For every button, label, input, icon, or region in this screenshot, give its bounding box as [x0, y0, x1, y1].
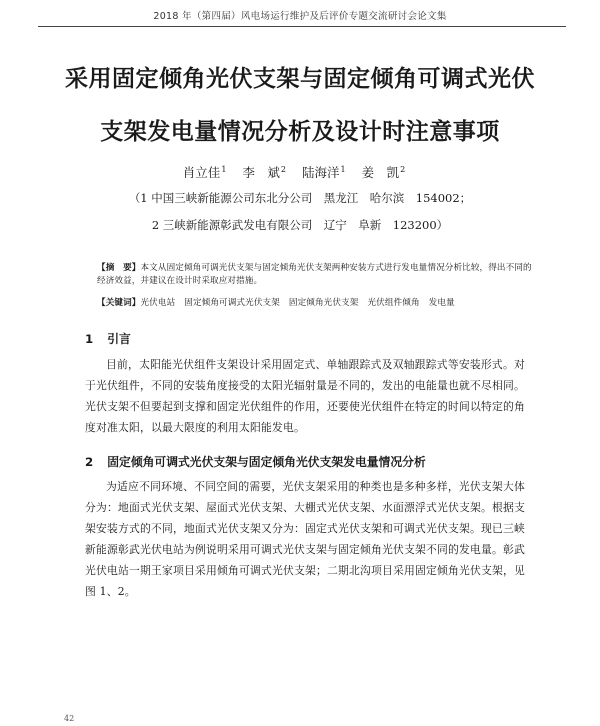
section-title: 固定倾角可调式光伏支架与固定倾角光伏支架发电量情况分析 — [107, 455, 426, 469]
keyword: 光伏电站 — [140, 298, 176, 308]
keywords-label: 【关键词】 — [97, 298, 141, 308]
paper-title-line-1: 采用固定倾角光伏支架与固定倾角可调式光伏 — [65, 66, 535, 92]
section-heading-2 — [85, 453, 426, 470]
author-affiliation-mark: 2 — [280, 164, 286, 174]
keyword: 固定倾角光伏支架 — [288, 298, 359, 308]
author-list — [0, 163, 600, 181]
keyword: 光伏组件倾角 — [367, 298, 420, 308]
author-name: 陆海洋 — [301, 165, 340, 180]
author-name: 姜 凯 — [361, 165, 400, 180]
keyword: 发电量 — [428, 298, 455, 308]
section-2-paragraph: 为适应不同环境、不同空间的需要，光伏支架采用的种类也是多种多样，光伏支架大体分为：地面式光伏支架、屋面式光伏支架、大棚式光伏支架、水面漂浮式光伏支架。根据支架安装方式的不同，地面式光伏支架又分为：固定式光伏支架和可调式光伏支架。现已三峡新能源彰武光伏电站为例说明采用可调式光伏支架与固定倾角光伏支架不同的发电量。彰武光伏电站一期王家项目采用倾角可调式光伏支架；二期北沟项目采用固定倾角光伏支架，见图 1、2。 — [85, 480, 525, 598]
keywords — [97, 297, 537, 310]
abstract — [97, 262, 537, 288]
page-number: 42 — [64, 714, 75, 723]
abstract-label: 【摘 要】 — [97, 263, 141, 273]
section-number: 1 — [85, 332, 94, 346]
author-affiliation-mark: 2 — [400, 164, 406, 174]
header-rule — [38, 26, 566, 27]
section-title: 引言 — [107, 332, 131, 346]
author-affiliation-mark: 1 — [340, 164, 346, 174]
author-name: 肖立佳 — [182, 165, 221, 180]
section-1-paragraph: 目前，太阳能光伏组件支架设计采用固定式、单轴跟踪式及双轴跟踪式等安装形式。对于光伏组件，不同的安装角度接受的太阳光辐射量是不同的，发出的电能量也就不尽相同。光伏支架不但要起到支撑和固定光伏组件的作用，还要使光伏组件在特定的时间以特定的角度对准太阳，以最大限度的利用太阳能发电。 — [85, 358, 525, 434]
affiliation-2: 2 三峡新能源彰武发电有限公司 辽宁 阜新 123200） — [151, 218, 449, 232]
author-name: 李 斌 — [242, 165, 280, 180]
affiliation-1: （1 中国三峡新能源公司东北分公司 黑龙江 哈尔滨 154002； — [128, 191, 472, 205]
abstract-text: 本文从固定倾角可调光伏支架与固定倾角光伏支架两种安装方式进行发电量情况分析比较，得出不同的经济效益，并建议在设计时采取应对措施。 — [97, 263, 532, 286]
section-heading-1 — [85, 330, 131, 347]
section-number: 2 — [85, 455, 94, 469]
paper-title-line-2: 支架发电量情况分析及设计时注意事项 — [100, 119, 500, 145]
running-header: 2018 年（第四届）风电场运行维护及后评价专题交流研讨会论文集 — [153, 11, 447, 22]
keyword: 固定倾角可调式光伏支架 — [184, 298, 280, 308]
author-affiliation-mark: 1 — [221, 164, 227, 174]
